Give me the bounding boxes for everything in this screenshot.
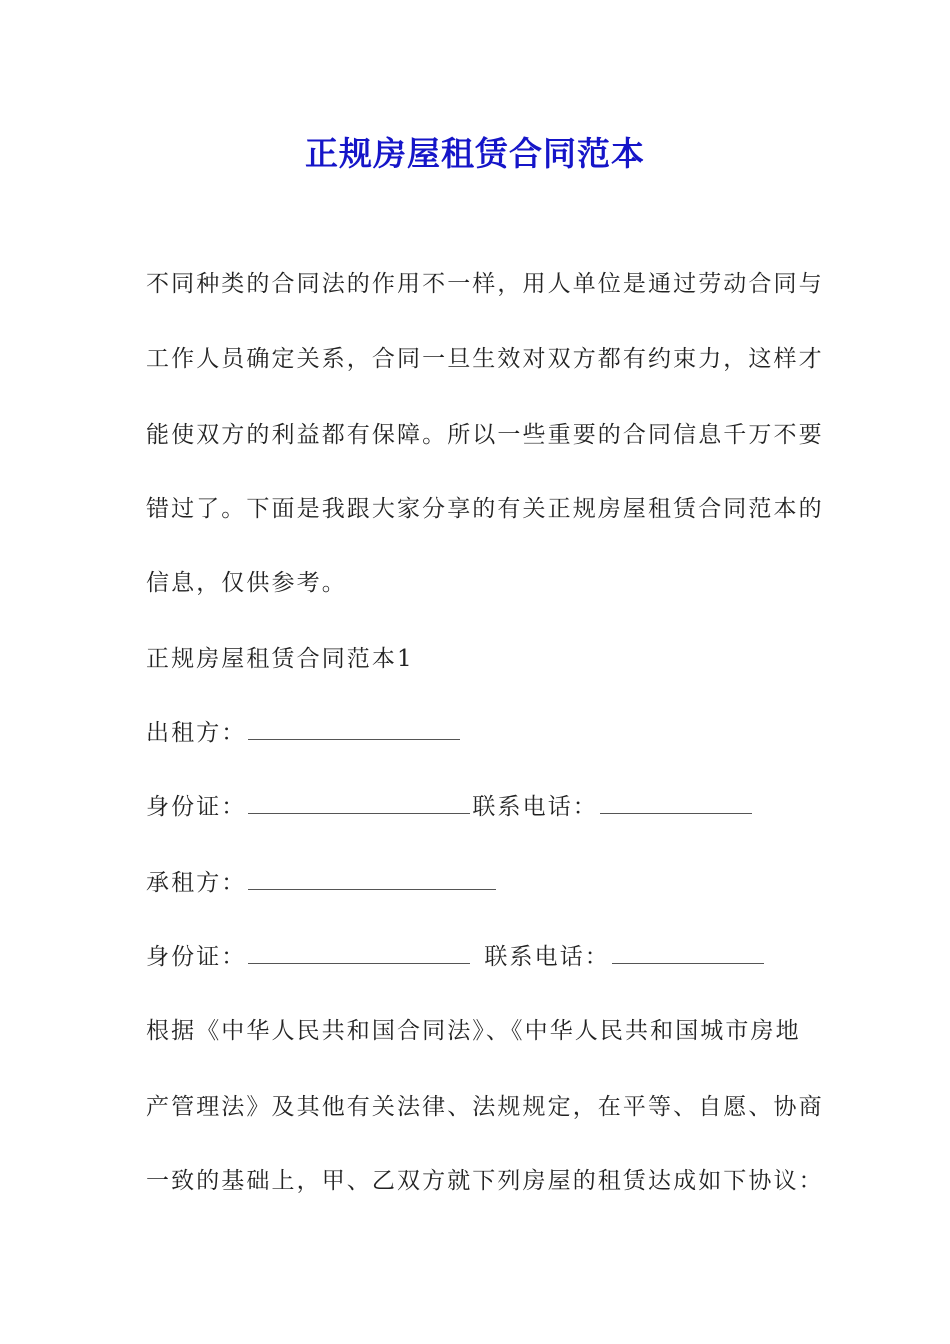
- basis-line-3: 一致的基础上，甲、乙双方就下列房屋的租赁达成如下协议：: [146, 1168, 824, 1194]
- intro-line-1: 不同种类的合同法的作用不一样，用人单位是通过劳动合同与: [146, 271, 824, 297]
- document-title: 正规房屋租赁合同范本: [305, 134, 645, 173]
- lessor-name-blank: [248, 719, 460, 740]
- lessee-phone-blank: [612, 943, 764, 964]
- lessee-id-row: [146, 942, 766, 972]
- intro-line-2: 工作人员确定关系，合同一旦生效对双方都有约束力，这样才: [146, 346, 824, 372]
- intro-line-3: 能使双方的利益都有保障。所以一些重要的合同信息千万不要: [146, 422, 824, 448]
- lessee-row: [146, 868, 498, 898]
- lessor-row: [146, 718, 462, 748]
- basis-line-1: 根据《中华人民共和国合同法》、《中华人民共和国城市房地: [146, 1018, 801, 1044]
- basis-line-2: 产管理法》及其他有关法律、法规规定，在平等、自愿、协商: [146, 1094, 824, 1120]
- lessee-name-blank: [248, 869, 496, 890]
- lessor-phone-blank: [600, 793, 752, 814]
- lessor-id-blank: [248, 793, 470, 814]
- lessee-phone-label: 联系电话：: [484, 944, 610, 970]
- lessor-label: 出租方：: [146, 720, 247, 746]
- lessee-id-blank: [248, 943, 470, 964]
- lessor-id-label: 身份证：: [146, 794, 247, 820]
- lessor-phone-label: 联系电话：: [472, 794, 598, 820]
- lessee-id-label: 身份证：: [146, 944, 247, 970]
- lessor-id-row: [146, 792, 754, 822]
- intro-line-4: 错过了。下面是我跟大家分享的有关正规房屋租赁合同范本的: [146, 496, 824, 522]
- section-heading: 正规房屋租赁合同范本1: [146, 646, 414, 672]
- lessee-label: 承租方：: [146, 870, 247, 896]
- intro-line-5: 信息，仅供参考。: [146, 570, 347, 596]
